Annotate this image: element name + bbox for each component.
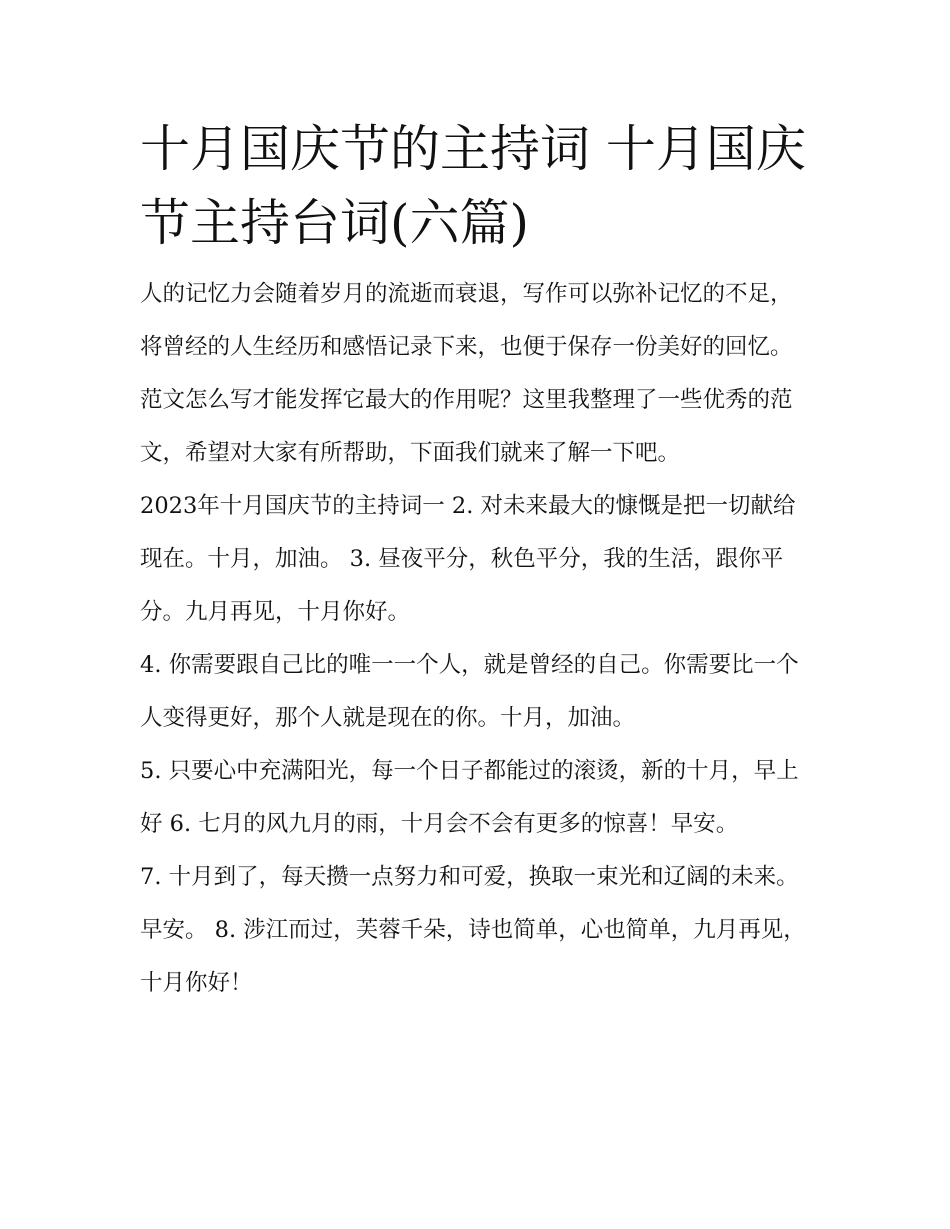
paragraph-7-8: 7. 十月到了，每天攒一点努力和可爱，换取一束光和辽阔的未来。早安。 8. 涉江而过，芙蓉千朵，诗也简单，心也简单，九月再见，十月你好！ bbox=[140, 864, 806, 996]
paragraph-5-6: 5. 只要心中充满阳光，每一个日子都能过的滚烫，新的十月，早上好 6. 七月的风九月的雨，十月会不会有更多的惊喜！早安。 bbox=[140, 758, 799, 837]
paragraph-intro: 人的记忆力会随着岁月的流逝而衰退，写作可以弥补记忆的不足，将曾经的人生经历和感悟记录下来，也便于保存一份美好的回忆。范文怎么写才能发挥它最大的作用呢？这里我整理了一些优秀的范文，希望对大家有所帮助，下面我们就来了解一下吧。 bbox=[140, 281, 793, 466]
paragraph-2-3: 2023年十月国庆节的主持词一 2. 对未来最大的慷慨是把一切献给现在。十月，加油。 3. 昼夜平分，秋色平分，我的生活，跟你平分。九月再见，十月你好。 bbox=[140, 493, 796, 625]
paragraph-4: 4. 你需要跟自己比的唯一一个人，就是曾经的自己。你需要比一个人变得更好，那个人就是现在的你。十月，加油。 bbox=[140, 652, 799, 731]
document-title: 十月国庆节的主持词 十月国庆节主持台词(六篇) bbox=[140, 120, 806, 252]
document-page bbox=[140, 112, 812, 1010]
